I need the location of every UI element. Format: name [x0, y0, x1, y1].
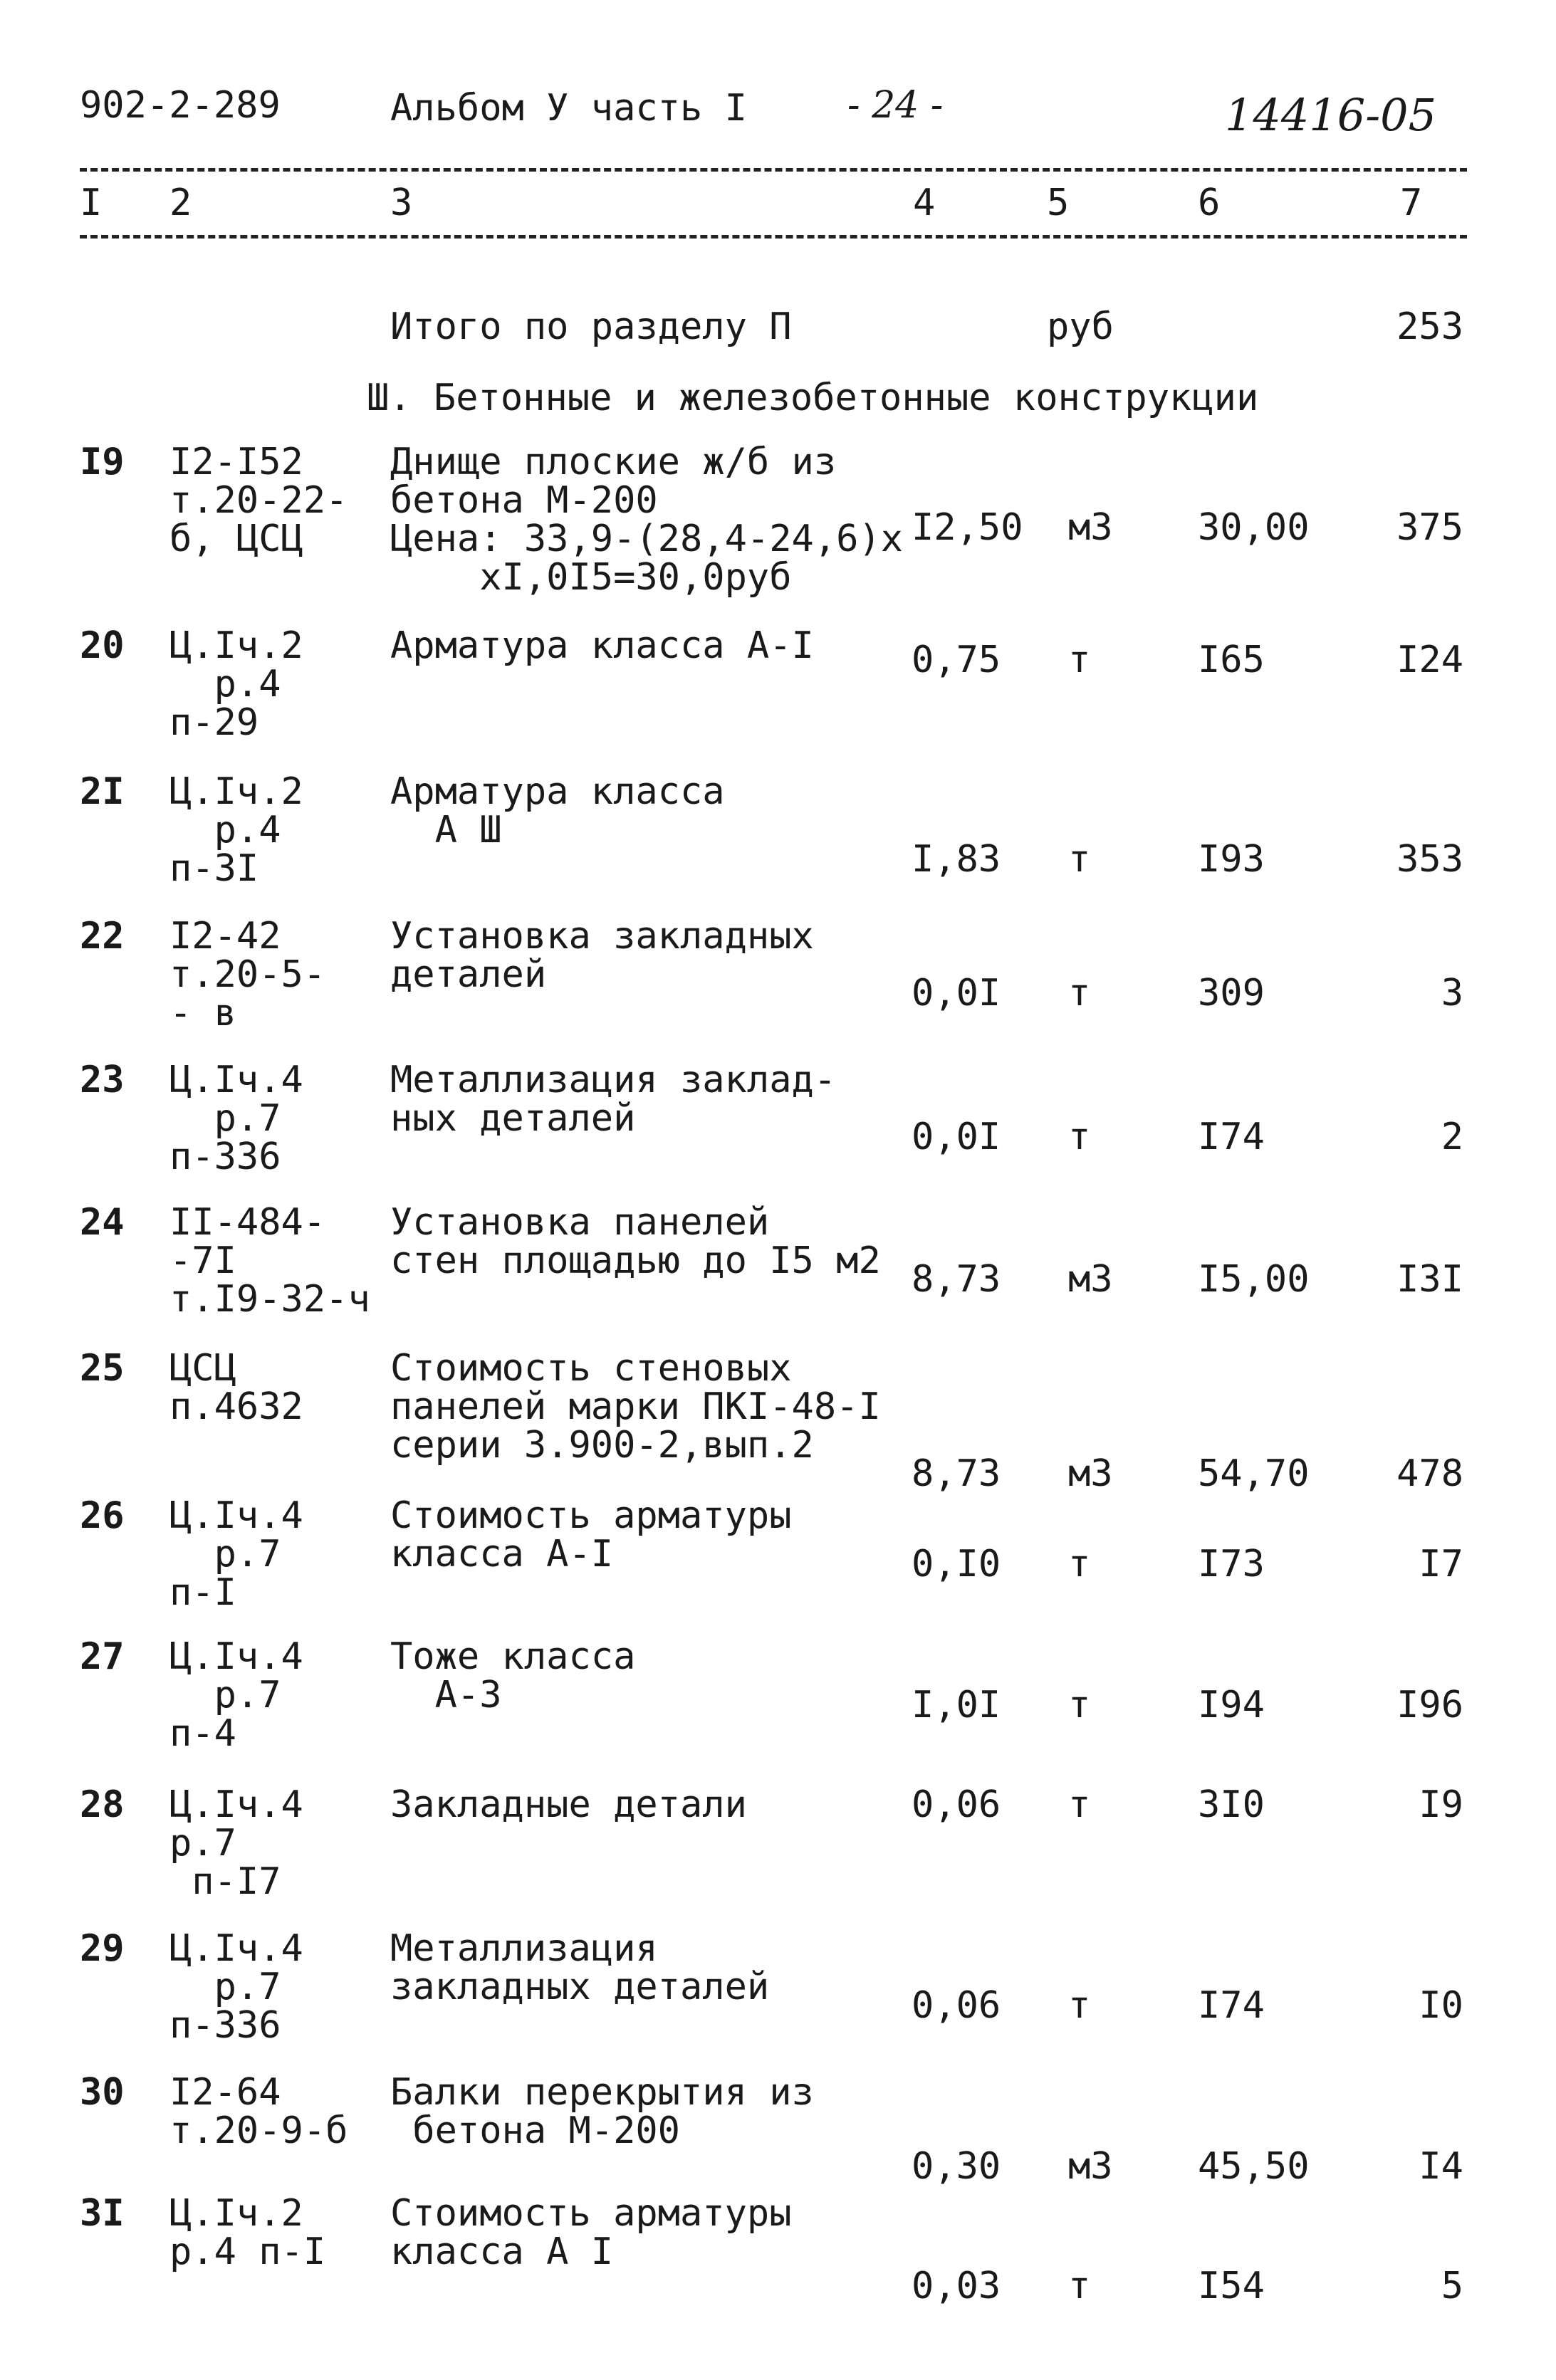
row-total: I7	[1419, 1543, 1463, 1585]
row-total: 5	[1441, 2265, 1463, 2307]
row-reference: Ц.Iч.4 р.7 п-336	[169, 1927, 303, 2047]
header-rule-bottom	[80, 235, 1467, 238]
row-reference: Ц.Iч.4 р.7 п-336	[169, 1059, 303, 1178]
row-description: Стоимость стеновых панелей марки ПКI-48-I серии 3.900-2,вып.2	[390, 1347, 881, 1467]
section-total-label: Итого по разделу П	[390, 305, 792, 348]
row-reference: ЦСЦ п.4632	[169, 1347, 303, 1428]
row-reference: Ц.Iч.2 р.4 п-3I	[169, 770, 303, 890]
row-number: I9	[80, 441, 125, 483]
row-unit: т	[1068, 1984, 1091, 2027]
section-total-unit: руб	[1047, 305, 1114, 348]
row-unit: т	[1068, 2265, 1091, 2307]
row-number: 20	[80, 624, 125, 667]
row-total: I3I	[1396, 1258, 1463, 1301]
row-quantity: 0,75	[912, 639, 1001, 681]
row-reference: Ц.Iч.2 р.4 п-I	[169, 2192, 326, 2273]
row-unit-price: 45,50	[1198, 2145, 1310, 2188]
section-title: Ш. Бетонные и железобетонные конструкции	[367, 377, 1259, 419]
row-description: Арматура класса А-I	[390, 624, 814, 667]
row-unit: м3	[1068, 1258, 1113, 1301]
row-number: 29	[80, 1927, 125, 1970]
column-header-3: 3	[390, 182, 413, 224]
row-number: 28	[80, 1783, 125, 1826]
row-total: I4	[1419, 2145, 1463, 2188]
row-total: 478	[1396, 1452, 1463, 1495]
row-total: I9	[1419, 1783, 1463, 1826]
row-reference: Ц.Iч.2 р.4 п-29	[169, 624, 303, 744]
row-unit-price: I74	[1198, 1116, 1265, 1158]
reference-number: 14416-05	[1225, 89, 1437, 141]
row-unit: м3	[1068, 2145, 1113, 2188]
row-number: 30	[80, 2071, 125, 2114]
row-description: Установка закладных деталей	[390, 915, 814, 996]
row-number: 23	[80, 1059, 125, 1101]
row-quantity: 0,06	[912, 1783, 1001, 1826]
row-unit-price: 309	[1198, 972, 1265, 1015]
column-header-6: 6	[1198, 182, 1221, 224]
row-quantity: 8,73	[912, 1258, 1001, 1301]
page-number: - 24 -	[847, 84, 944, 127]
column-header-2: 2	[169, 182, 192, 224]
row-quantity: I,0I	[912, 1684, 1001, 1726]
row-description: Арматура класса А Ш	[390, 770, 725, 851]
row-description: Стоимость арматуры класса А I	[390, 2192, 792, 2273]
row-quantity: I2,50	[912, 506, 1023, 549]
row-number: 22	[80, 915, 125, 958]
row-description: Металлизация закладных деталей	[390, 1927, 770, 2008]
row-unit: м3	[1068, 1452, 1113, 1495]
row-number: 3I	[80, 2192, 125, 2235]
row-number: 2I	[80, 770, 125, 813]
row-unit-price: I74	[1198, 1984, 1265, 2027]
column-header-4: 4	[913, 182, 936, 224]
row-total: 3	[1441, 972, 1463, 1015]
row-description: Установка панелей стен площадью до I5 м2	[390, 1201, 881, 1282]
row-description: Стоимость арматуры класса А-I	[390, 1494, 792, 1576]
row-unit-price: 3I0	[1198, 1783, 1265, 1826]
row-quantity: 0,0I	[912, 972, 1001, 1015]
row-unit-price: 54,70	[1198, 1452, 1310, 1495]
row-quantity: 0,0I	[912, 1116, 1001, 1158]
row-unit-price: 30,00	[1198, 506, 1310, 549]
row-total: 353	[1396, 838, 1463, 881]
row-number: 27	[80, 1635, 125, 1678]
row-unit-price: I5,00	[1198, 1258, 1310, 1301]
row-quantity: 8,73	[912, 1452, 1001, 1495]
row-reference: Ц.Iч.4 р.7 п-4	[169, 1635, 303, 1755]
row-quantity: 0,03	[912, 2265, 1001, 2307]
row-quantity: 0,30	[912, 2145, 1001, 2188]
row-unit-price: I93	[1198, 838, 1265, 881]
row-quantity: 0,I0	[912, 1543, 1001, 1585]
row-number: 24	[80, 1201, 125, 1244]
row-description: Закладные детали	[390, 1783, 747, 1826]
section-total-value: 253	[1396, 305, 1463, 348]
row-reference: II-484- -7I т.I9-32-ч	[169, 1201, 370, 1321]
row-total: 375	[1396, 506, 1463, 549]
row-unit-price: I73	[1198, 1543, 1265, 1585]
column-header-5: 5	[1047, 182, 1070, 224]
row-description: Тоже класса А-3	[390, 1635, 636, 1716]
row-description: Балки перекрытия из бетона М-200	[390, 2071, 814, 2152]
row-description: Днище плоские ж/б из бетона М-200 Цена: 33,9-(28,4-24,6)x xI,0I5=30,0руб	[390, 441, 904, 599]
row-total: I24	[1396, 639, 1463, 681]
row-unit: т	[1068, 838, 1091, 881]
row-reference: I2-64 т.20-9-б	[169, 2071, 348, 2152]
row-reference: Ц.Iч.4 р.7 п-I7	[169, 1783, 303, 1903]
row-reference: Ц.Iч.4 р.7 п-I	[169, 1494, 303, 1614]
row-unit-price: I65	[1198, 639, 1265, 681]
document-code: 902-2-289	[80, 84, 281, 127]
album-title: Альбом У часть I	[390, 87, 747, 130]
row-unit: т	[1068, 1543, 1091, 1585]
row-unit: т	[1068, 1116, 1091, 1158]
row-total: I96	[1396, 1684, 1463, 1726]
row-unit: т	[1068, 972, 1091, 1015]
row-unit-price: I94	[1198, 1684, 1265, 1726]
row-reference: I2-I52 т.20-22- б, ЦСЦ	[169, 441, 348, 560]
row-total: 2	[1441, 1116, 1463, 1158]
row-quantity: 0,06	[912, 1984, 1001, 2027]
header-rule-top	[80, 168, 1467, 172]
column-header-7: 7	[1400, 182, 1423, 224]
row-number: 25	[80, 1347, 125, 1390]
row-unit: т	[1068, 1783, 1091, 1826]
row-total: I0	[1419, 1984, 1463, 2027]
row-unit: м3	[1068, 506, 1113, 549]
column-header-1: I	[80, 182, 103, 224]
row-description: Металлизация заклад- ных деталей	[390, 1059, 837, 1140]
row-number: 26	[80, 1494, 125, 1537]
row-reference: I2-42 т.20-5- - в	[169, 915, 326, 1034]
row-unit: т	[1068, 1684, 1091, 1726]
row-unit: т	[1068, 639, 1091, 681]
row-quantity: I,83	[912, 838, 1001, 881]
row-unit-price: I54	[1198, 2265, 1265, 2307]
